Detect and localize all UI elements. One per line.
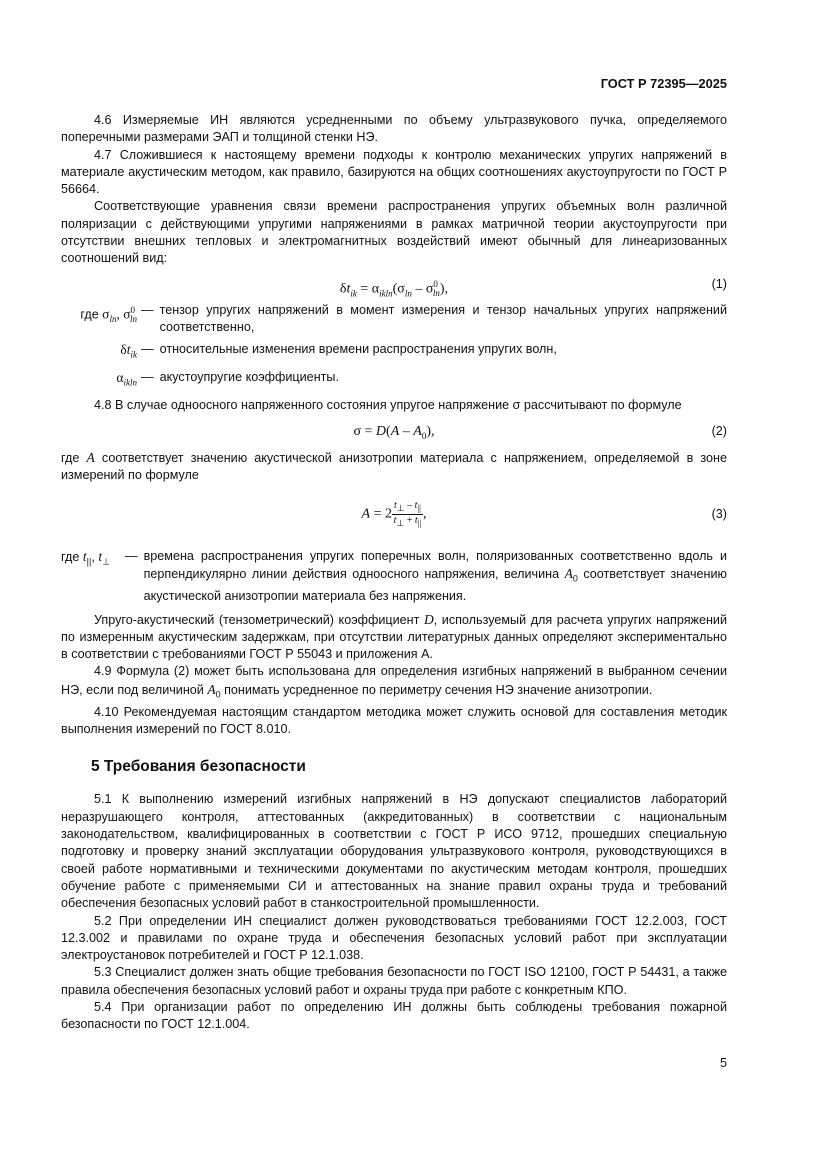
equation-3 xyxy=(61,494,727,534)
definition-sigma-text: тензор упругих напряжений в момент измерения и тензор начальных упругих напряжений соответственно, xyxy=(159,302,727,334)
paragraph-4-7: 4.7 Сложившиеся к настоящему времени подходы к контролю механических упругих напряжений в материале акустическим методом, как правило, базируются на общих соотношениях акустоупругости по ГОСТ Р 56664. xyxy=(61,147,727,197)
equation-2-formula: $\sigma = D(A - A_0)$, xyxy=(353,423,435,441)
page-number: 5 xyxy=(719,1056,727,1070)
definitions-eq3 xyxy=(61,548,727,605)
paragraph-4-9: 4.9 Формула (2) может быть использована для определения изгибных напряжений в выбранном сечении НЭ, если под величиной $A_0$ понимать усредненное по периметру сечения НЭ значение анизотропии. xyxy=(61,664,727,700)
paragraph-4-10: 4.10 Рекомендуемая настоящим стандартом методика может служить основой для составления методик выполнения измерений по ГОСТ 8.010. xyxy=(61,704,727,736)
where-label: где xyxy=(80,307,99,322)
equation-2 xyxy=(61,423,727,443)
paragraph-coefficient: Упруго-акустический (тензометрический) коэффициент D, используемый для расчета упругих напряжений по измеренным акустическим задержкам, при отсутствии литературных данных определяют экспериментально в соответствии с требованиями ГОСТ Р 55043 и приложения А. xyxy=(61,611,728,662)
equation-1-formula: $\delta t_{ik} = \alpha_{ikln}(\sigma_{ln} - \sigma^0_{ln})$, xyxy=(339,278,449,299)
paragraph-equations-intro: Соответствующие уравнения связи времени распространения упругих объемных волн различной поляризации с действующими упругими напряжениями в рамках матричной теории акустоупругости при отсутствии внешних тепловых и электромагнитных воздействий имеют обычный для линеаризованных соотношений вид: xyxy=(61,199,727,266)
equation-1-number: (1) xyxy=(711,276,727,291)
paragraph-anisotropy: где A соответствует значению акустической анизотропии материала с напряжением, определяемой в зоне измерений по формуле xyxy=(61,449,727,482)
definition-t: где $t_{||}$, $t_\perp$ — времена распространения упругих поперечных волн, поляризованных соответственно вдоль и перпендикулярно линии действия одноосного напряжения, величина $A_0$ соответствует значению акустической анизотропии материала без напряжения. xyxy=(61,548,727,605)
section-5-title: 5 Требования безопасности xyxy=(91,758,306,776)
paragraph-5-2: 5.2 При определении ИН специалист должен руководствоваться требованиями ГОСТ 12.2.003, ГОСТ 12.3.002 и правилами по охране труда и обеспечения безопасных условий работ при эксплуатации электроустановок потребителей и ГОСТ Р 12.1.038. xyxy=(61,913,727,963)
equation-1 xyxy=(61,276,727,299)
page-content xyxy=(61,112,727,1034)
definition-alpha: $\alpha_{ikln}$ — акустоупругие коэффициенты. xyxy=(61,369,727,392)
equation-3-formula: A = 2 $\frac{t_\perp - t_{||}}{t_\perp + t_{||}}$ , xyxy=(361,500,427,529)
equation-3-number: (3) xyxy=(711,507,727,522)
definition-delta-t-text: относительные изменения времени распространения упругих волн, xyxy=(159,342,557,357)
definition-sigma: где $\sigma_{ln}$, $\sigma^0_{ln}$ — тензор упругих напряжений в момент измерения и тензор начальных упругих напряжений соответственно, xyxy=(61,302,727,337)
paragraph-4-8: 4.8 В случае одноосного напряженного состояния упругое напряжение σ рассчитывают по формуле xyxy=(94,398,682,413)
paragraph-5-4: 5.4 При организации работ по определению ИН должны быть соблюдены требования пожарной безопасности по ГОСТ 12.1.004. xyxy=(61,999,727,1032)
definition-t-text: времена распространения упругих поперечных волн, поляризованных соответственно вдоль и перпендикулярно линии действия одноосного напряжения, величина $A_0$ соответствует значению акустической анизотропии материала без напряжения. xyxy=(143,549,727,604)
paragraph-4-6: 4.6 Измеряемые ИН являются усредненными по объему ультразвукового пучка, определяемого поперечными размерами ЭАП и толщиной стенки НЭ. xyxy=(61,113,727,145)
definitions-eq1 xyxy=(61,302,727,393)
equation-2-number: (2) xyxy=(711,423,727,438)
definition-delta-t: $\delta t_{ik}$ — относительные изменения времени распространения упругих волн, xyxy=(61,341,727,364)
paragraph-5-3: 5.3 Специалист должен знать общие требования безопасности по ГОСТ ISO 12100, ГОСТ Р 54431, а также правила обеспечения безопасных условий работ и охраны труда при работе с конкретным КПО. xyxy=(61,965,727,997)
document-code: ГОСТ Р 72395—2025 xyxy=(600,76,727,91)
paragraph-5-1: 5.1 К выполнению измерений изгибных напряжений в НЭ допускают специалистов лабораторий неразрушающего контроля, аттестованных (аккредитованных) в соответствии с национальным законодательством, квалифицированных в соответствии с ГОСТ Р ИСО 9712, прошедших специальную подготовку и проверку знаний эксплуатации оборудования ультразвукового контроля, руководствующихся в своей работе нормативными и техническими документами по акустическим методам контроля, прошедших обучение работе с применяемыми СИ и аттестованных на знание правил охраны труда и требований обеспечения безопасных условий работ в станкостроительной промышленности. xyxy=(61,792,727,911)
definition-alpha-text: акустоупругие коэффициенты. xyxy=(159,370,339,385)
